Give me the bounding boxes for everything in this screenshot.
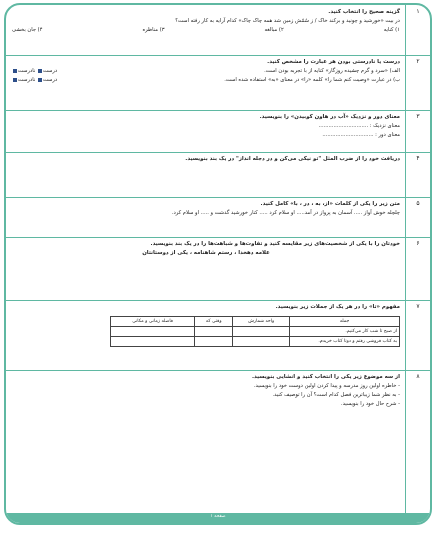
answer-cell[interactable] xyxy=(195,327,233,337)
people-list: علامه دهخدا ، رستم شاهنامه ، یکی از دوستانتان xyxy=(142,250,270,256)
meaning-table xyxy=(110,316,400,347)
checkbox-false-a[interactable] xyxy=(13,69,17,73)
answer-cell[interactable] xyxy=(111,327,195,337)
true-label: درست xyxy=(42,77,58,83)
question-7 xyxy=(6,300,430,371)
false-label: نادرست xyxy=(18,77,36,83)
question-text: در بیت «خورشید و چونید و برکند خاک / ز سُمّش زمین شد همه چاک چاک» کدام آرایه به کار رفته است؟ xyxy=(175,18,400,24)
question-number: ۳ xyxy=(416,113,420,120)
option-4[interactable]: ۴) جان بخشی xyxy=(12,27,43,33)
option-3[interactable]: ۳) مناظره xyxy=(142,27,165,33)
false-label: نادرست xyxy=(18,68,36,74)
table-header-row xyxy=(111,317,400,327)
table-cell: به کتاب فروشی رفتم و دوتا کتاب خریدم. xyxy=(290,337,400,347)
answer-cell[interactable] xyxy=(111,337,195,347)
table-header: فاصله زمانی و مکانی xyxy=(111,317,195,327)
option-2[interactable]: ۲) مبالغه xyxy=(264,27,284,33)
question-text: چلچله خوش آواز ..... آسمان به پرواز در آمد..... او سلام کرد ..... کنار خورشید گذشت و ..... او سلام کرد. xyxy=(171,210,400,216)
question-number: ۸ xyxy=(416,373,420,380)
question-number: ۴ xyxy=(416,155,420,162)
page-number: صفحه ۱ xyxy=(210,514,226,519)
question-5 xyxy=(6,197,430,238)
table-cell: از صبح تا شب کار می‌کنیم. xyxy=(290,327,400,337)
table-header: واحد شمارش xyxy=(233,317,290,327)
answer-cell[interactable] xyxy=(233,327,290,337)
question-number: ۱ xyxy=(416,8,420,15)
checkbox-true-a[interactable] xyxy=(38,69,42,73)
far-meaning[interactable]: معنای دور : ............................... xyxy=(322,132,400,138)
table-row xyxy=(111,327,400,337)
question-6 xyxy=(6,237,430,301)
question-1 xyxy=(6,5,430,56)
answer-cell[interactable] xyxy=(195,337,233,347)
statement-b: ب) در عبارت «وصیت کنم شما را» کلمه «را» در معنای «به» استفاده شده است. xyxy=(224,77,400,83)
question-title: گزینه صحیح را انتخاب کنید. xyxy=(328,9,400,15)
table-row xyxy=(111,337,400,347)
options xyxy=(12,26,400,35)
checkbox-true-b[interactable] xyxy=(38,78,42,82)
checkbox-false-b[interactable] xyxy=(13,78,17,82)
question-number: ۲ xyxy=(416,58,420,65)
question-number: ۶ xyxy=(416,240,420,247)
option-1[interactable]: ۱) کنایه xyxy=(383,27,400,33)
true-label: درست xyxy=(42,68,58,74)
true-false-b xyxy=(12,76,57,85)
question-2 xyxy=(6,55,430,111)
topic-item: - خاطره اولین روز مدرسه و پیدا کردن اولین دوست خود را بنویسید. xyxy=(253,383,400,389)
question-title: خودتان را با یکی از شخصیت‌های زیر مقایسه کنید و تفاوت‌ها و شباهت‌ها را در یک بند بنویسید. xyxy=(150,241,400,247)
near-meaning[interactable]: معنای نزدیک : .............................. xyxy=(318,123,400,129)
true-false-a xyxy=(12,67,57,76)
question-4 xyxy=(6,152,430,198)
topic-item: - شرح حال خود را بنویسید. xyxy=(340,401,400,407)
page-footer xyxy=(6,513,430,523)
statement-a: الف) «سرد و گرم چشیده روزگار» کنایه از با تجربه بودن است. xyxy=(264,68,400,74)
question-8 xyxy=(6,370,430,517)
question-title: مفهوم «تا» را در هر یک از جملات زیر بنویسید. xyxy=(275,304,400,310)
question-number: ۵ xyxy=(416,200,420,207)
answer-cell[interactable] xyxy=(233,337,290,347)
question-title: درست یا نادرستی بودن هر عبارت را مشخص کنید. xyxy=(267,59,400,65)
exam-sheet xyxy=(4,3,432,525)
topic-item: - به نظر شما زیباترین فصل کدام است؟ آن را توصیف کنید. xyxy=(272,392,400,398)
question-title: از سه موضوع زیر یکی را انتخاب کنید و انشایی بنویسید. xyxy=(251,374,400,380)
table-header: جمله xyxy=(290,317,400,327)
question-title: معنای دور و نزدیک «آب در هاون کوبیدن» را بنویسید. xyxy=(259,114,400,120)
question-3 xyxy=(6,110,430,153)
question-title: دریافت خود را از ضرب المثل "تو نیکی می‌کن و در دجله انداز" در یک بند بنویسید. xyxy=(185,156,400,162)
question-title: متن زیر را یکی از کلمات «از، به ، در ، با» کامل کنید. xyxy=(260,201,400,207)
table-header: وقتی که xyxy=(195,317,233,327)
question-number: ۷ xyxy=(416,303,420,310)
